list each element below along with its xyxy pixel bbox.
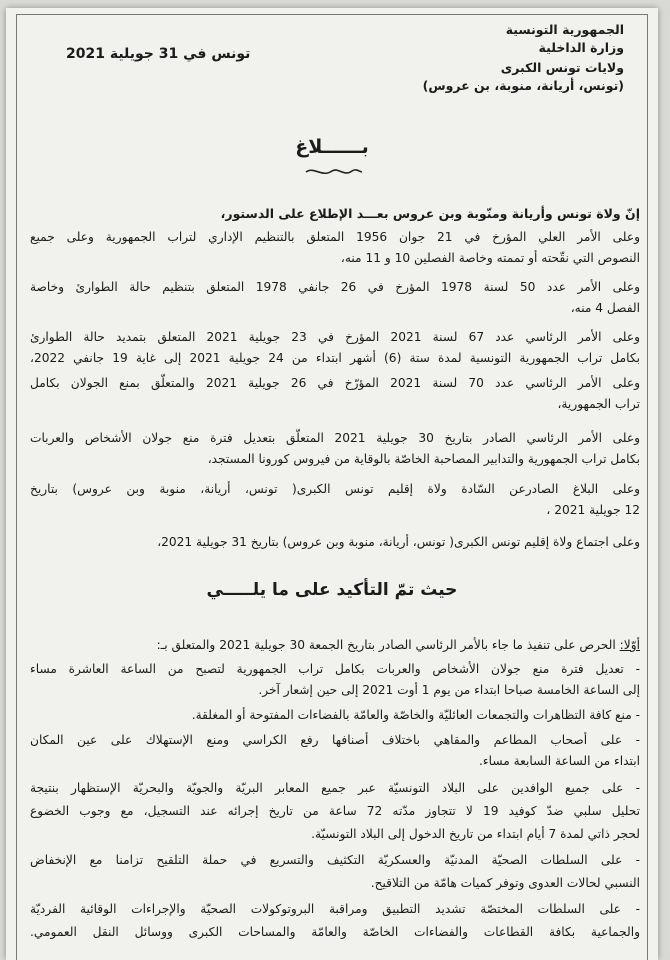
preamble-line: وعلى الأمر العلي المؤرخ في 21 جوان 1956 المتعلق بالتنظيم الإداري لتراب الجمهورية وعلى جميع [30, 230, 640, 244]
first-point-label: أوّلا: [619, 638, 640, 652]
preamble-line: تراب الجمهورية، [557, 397, 640, 411]
section-heading: حيث تمّ التأكيد على ما يلـــــي [206, 580, 458, 600]
preamble-line: وعلى اجتماع ولاة إقليم تونس الكبرى( تونس، أريانة، منوبة وبن عروس) بتاريخ 31 جويلية 2021، [157, 535, 640, 549]
document-page [6, 8, 658, 960]
header-governorates: ولايات تونس الكبرى [500, 60, 624, 75]
body-line: ابتداء من الساعة السابعة مساء. [479, 754, 640, 768]
body-line: تحليل سلبي ضدّ كوفيد 19 لا تتجاوز مدّته 72 ساعة من تاريخ إجرائه عند التسجيل، مع وجوب الخضوع [30, 804, 640, 818]
body-line: والجماعية بكافة القطاعات والفضاءات الخاصّة والعامّة والمساحات الكبرى ووسائل النقل العمومي. [30, 925, 640, 939]
document-date: تونس في 31 جويلية 2021 [66, 46, 251, 62]
preamble-line: بكامل تراب الجمهورية التونسية لمدة ستة (6) أشهر ابتداء من 24 جويلية 2021 إلى غاية 19 جانفي 2022، [30, 351, 640, 365]
body-line: لحجر ذاتي لمدة 7 أيام ابتداء من تاريخ الدخول إلى البلاد التونسيّة. [311, 827, 640, 841]
preamble-line: وعلى الأمر عدد 50 لسنة 1978 المؤرخ في 26 جانفي 1978 المتعلق بتنظيم حالة الطوارئ وخاصة [30, 280, 640, 294]
title-flourish-icon [304, 166, 364, 178]
preamble-line: بكامل تراب الجمهورية والتدابير المصاحبة الخاصّة بالوقاية من فيروس كورونا المستجد، [207, 452, 640, 466]
body-line: - على جميع الوافدين على البلاد التونسيّة عبر جميع المعابر البريّة والجويّة والبحريّة الإستظهار بنتيجة [30, 781, 640, 795]
preamble-line: 12 جويلية 2021 ، [546, 503, 640, 517]
body-line: النسبي لحالات العدوى وتوفر كميات هامّة من التلاقيح. [370, 876, 640, 890]
body-line: - على السلطات المختصّة تشديد التطبيق ومراقبة البروتوكولات الصحيّة والإجراءات الوقائية الفرديّة [30, 902, 640, 916]
body-line: - على أصحاب المطاعم والمقاهي باختلاف أصنافها رفع الكراسي ومنع الإستهلاك على عين المكان [30, 733, 640, 747]
body-line: - تعديل فترة منع جولان الأشخاص والعربات بكامل تراب الجمهورية لتصبح من الساعة العاشرة مساء [30, 662, 640, 676]
first-point-text: الحرص على تنفيذ ما جاء بالأمر الرئاسي الصادر بتاريخ الجمعة 30 جويلية 2021 والمتعلق بـ: [156, 638, 616, 652]
preamble-line: الفصل 4 منه، [570, 301, 640, 315]
first-point-line [30, 638, 640, 654]
preamble-line: وعلى الأمر الرئاسي عدد 67 لسنة 2021 المؤرخ في 23 جويلية 2021 المتعلق بتمديد حالة الطوارئ [30, 330, 640, 344]
body-line: - منع كافة التظاهرات والتجمعات العائليّة والخاصّة والعامّة بالفضاءات المفتوحة أو المغلقة. [191, 708, 640, 722]
header-governorates-list: (تونس، أريانة، منوبة، بن عروس) [422, 78, 624, 93]
header-republic: الجمهورية التونسية [505, 22, 624, 37]
preamble-line: النصوص التي نقّحته أو تممته وخاصة الفصلين 10 و 11 منه، [340, 251, 640, 265]
preamble-line: وعلى البلاغ الصادرعن السّادة ولاة إقليم تونس الكبرى( تونس، أريانة، منوبة وبن عروس) بتاريخ [30, 482, 640, 496]
preamble-line: وعلى الأمر الرئاسي عدد 70 لسنة 2021 المؤرّخ في 26 جويلية 2021 والمتعلّق بمنع الجولان بكامل [30, 376, 641, 390]
body-line: - على السلطات الصحيّة المدنيّة والعسكريّة التكثيف والتسريع في حملة التلقيح تزامنا مع الإنخفاض [30, 853, 640, 867]
header-ministry: وزارة الداخلية [538, 40, 624, 55]
body-line: إلى الساعة الخامسة صباحا ابتداء من يوم 1 أوت 2021 إلى حين إشعار آخر. [258, 683, 640, 697]
document-title: بــــــلاغ [295, 136, 369, 158]
intro-line: إنّ ولاة تونس وأريانة ومنّوبة وبن عروس بعـــد الإطلاع على الدستور، [220, 206, 640, 221]
preamble-line: وعلى الأمر الرئاسي الصادر بتاريخ 30 جويلية 2021 المتعلّق بتعديل فترة منع جولان الأشخاص والعربات [30, 431, 640, 445]
